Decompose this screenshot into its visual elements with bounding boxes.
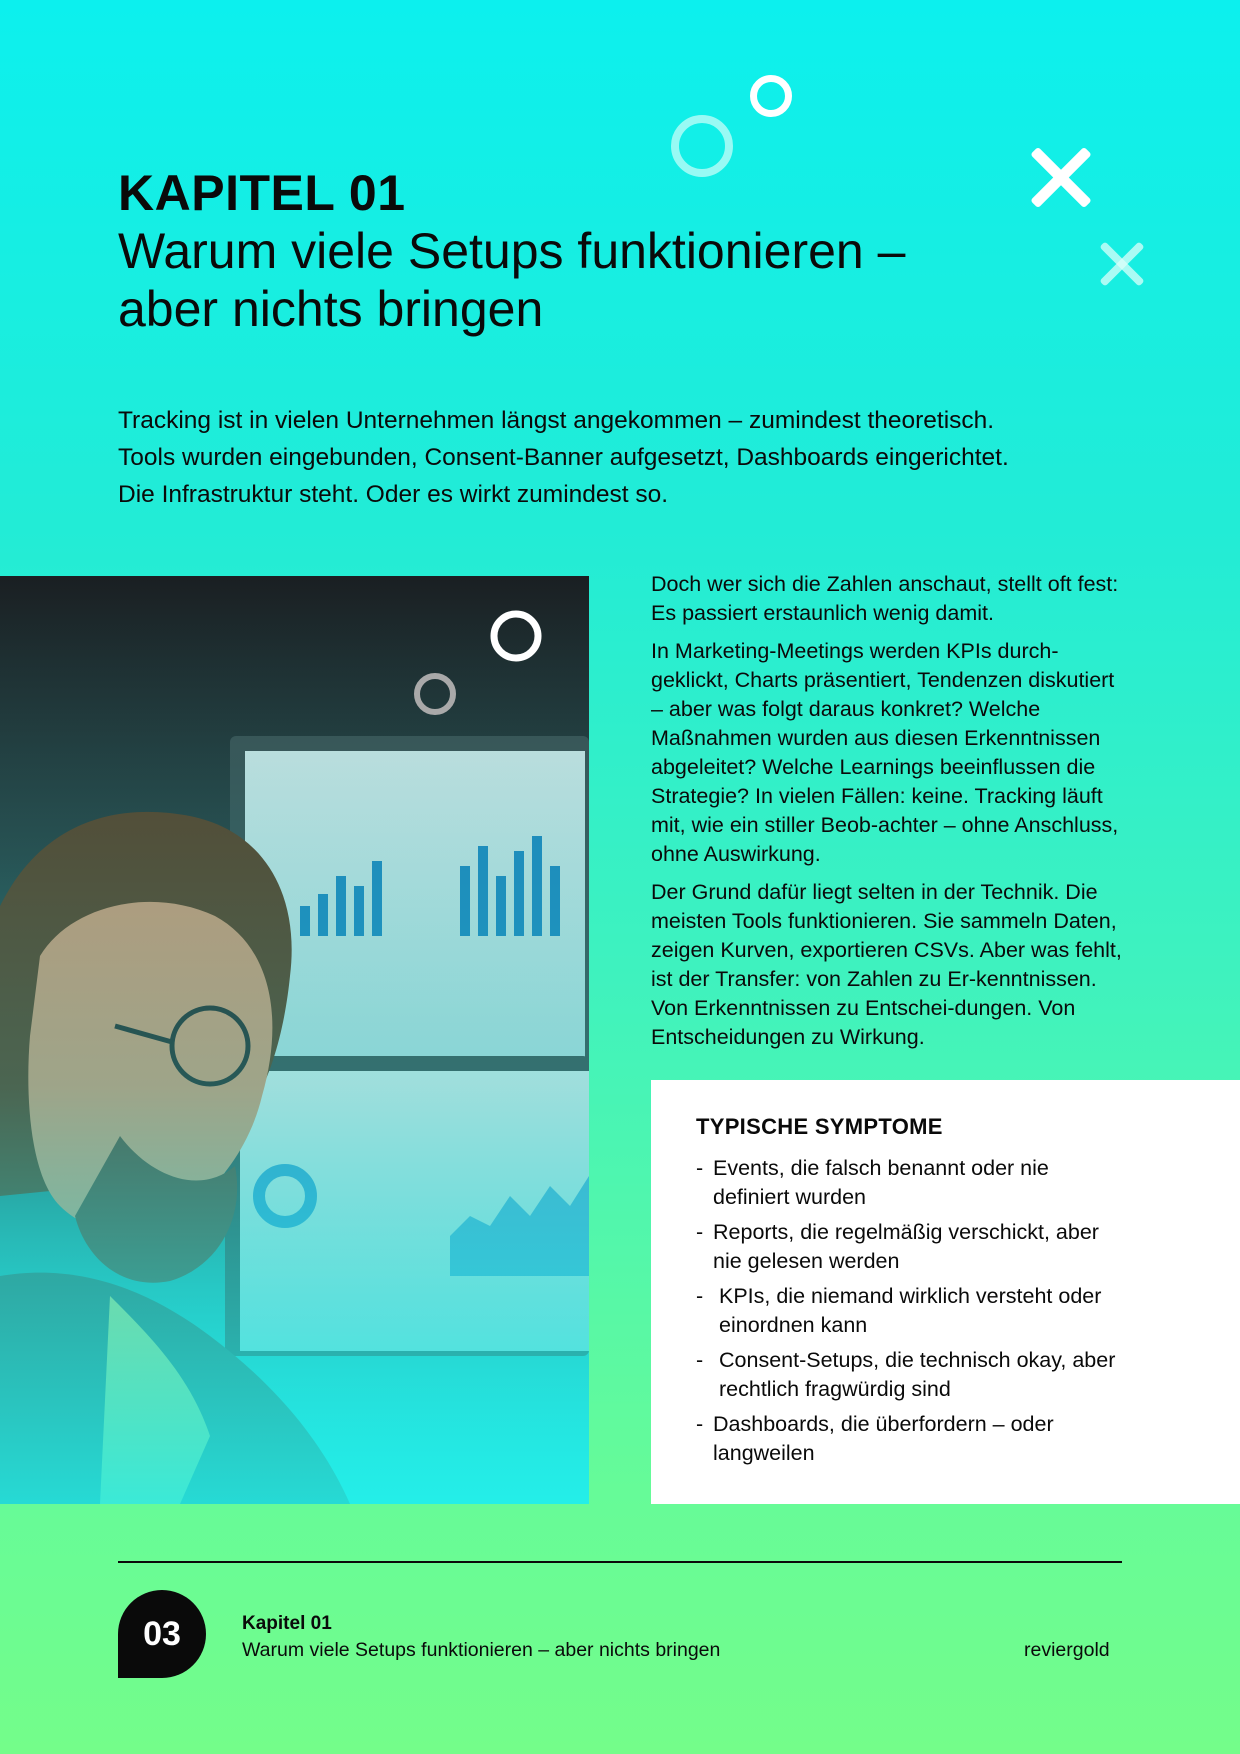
dash-marker: - <box>696 1348 704 1372</box>
lead-line2: Tools wurden eingebunden, Consent-Banner aufgesetzt, Dashboards eingerichtet. <box>118 444 1009 471</box>
deco-x-small-icon <box>1100 242 1144 286</box>
symptoms-box <box>651 1080 1240 1504</box>
dash-marker: - <box>696 1220 704 1244</box>
footer-divider <box>118 1561 1122 1563</box>
dash-marker: - <box>696 1412 704 1436</box>
lead-line1: Tracking ist in vielen Unternehmen längst angekommen – zumindest theoretisch. <box>118 407 995 434</box>
lead-paragraph <box>118 402 1138 513</box>
symptom-item: - KPIs, die niemand wirklich versteht oder einordnen kann <box>696 1284 1102 1337</box>
body-paragraph-3: Der Grund dafür liegt selten in der Technik. Die meisten Tools funktionieren. Sie sammeln Daten, zeigen Kurven, exportieren CSVs. Aber was fehlt, ist der Transfer: von Zahlen zu Er-kenntnissen. Von Erkenntnissen zu Entschei-dungen. Von Entscheidungen zu Wirkung. <box>651 880 1122 1049</box>
symptom-item: - Consent-Setups, die technisch okay, aber rechtlich fragwürdig sind <box>696 1348 1116 1401</box>
symptom-item: - Events, die falsch benannt oder nie definiert wurden <box>696 1156 1049 1209</box>
chapter-title-line1: Warum viele Setups funktionieren – <box>118 223 906 279</box>
page-number: 03 <box>143 1614 181 1653</box>
deco-ring-large-icon <box>671 115 733 177</box>
footer-brand: reviergold <box>1024 1639 1110 1661</box>
portrait-illustration <box>0 576 589 1504</box>
chapter-title <box>118 222 1018 338</box>
page-number-badge <box>118 1590 206 1678</box>
body-paragraph-1: Doch wer sich die Zahlen anschaut, stellt oft fest: Es passiert erstaunlich wenig damit. <box>651 572 1119 625</box>
chapter-label: KAPITEL 01 <box>118 165 406 221</box>
deco-ring-small-icon <box>750 75 792 117</box>
portrait-photo <box>0 576 589 1504</box>
lead-line3: Die Infrastruktur steht. Oder es wirkt zumindest so. <box>118 481 669 508</box>
deco-x-large-icon <box>1032 148 1090 206</box>
chapter-title-line2: aber nichts bringen <box>118 281 544 337</box>
body-text <box>651 570 1131 1061</box>
dash-marker: - <box>696 1284 704 1308</box>
body-paragraph-2: In Marketing-Meetings werden KPIs durch-geklickt, Charts präsentiert, Tendenzen diskutiert – aber was folgt daraus konkret? Welche Maßnahmen wurden aus diesen Erkenntnissen abgeleitet? Welche Learnings beeinflussen die Strategie? In vielen Fällen: keine. Tracking läuft mit, wie ein stiller Beob-achter – ohne Anschluss, ohne Auswirkung. <box>651 639 1119 866</box>
footer-title: Warum viele Setups funktionieren – aber nichts bringen <box>242 1639 721 1661</box>
symptoms-title: TYPISCHE SYMPTOME <box>696 1114 943 1139</box>
footer-chapter: Kapitel 01 <box>242 1613 332 1634</box>
dash-marker: - <box>696 1156 704 1180</box>
symptoms-list <box>696 1154 1200 1468</box>
symptom-item: - Reports, die regelmäßig verschickt, aber nie gelesen werden <box>696 1220 1099 1273</box>
symptom-item: - Dashboards, die überfordern – oder langweilen <box>696 1412 1054 1465</box>
